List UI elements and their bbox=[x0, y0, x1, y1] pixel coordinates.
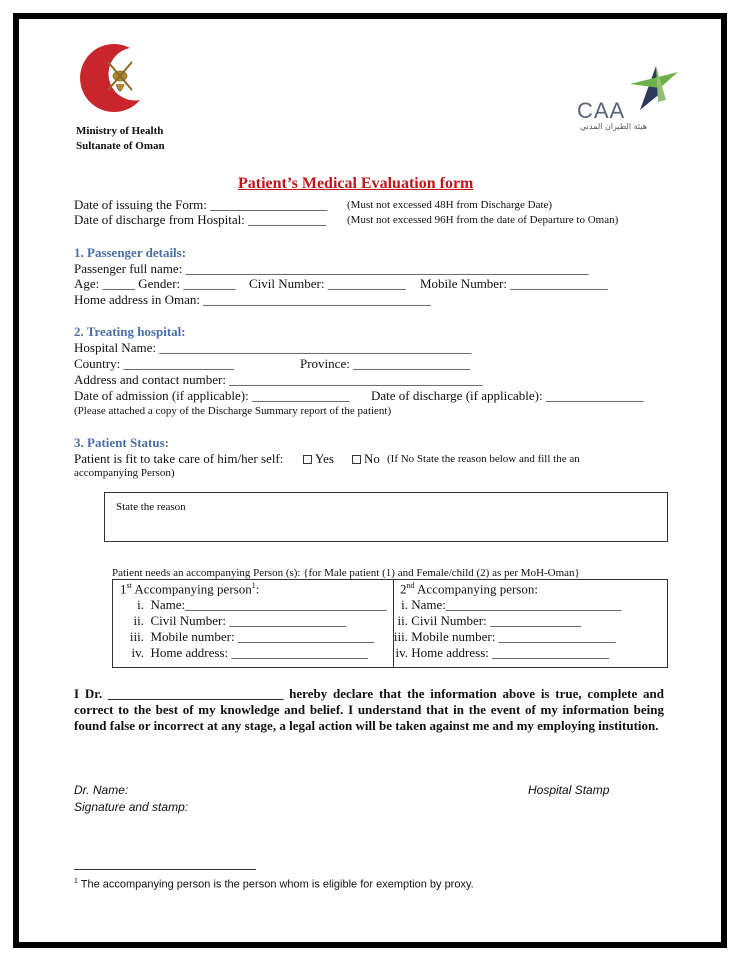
form-title: Patient’s Medical Evaluation form bbox=[238, 175, 474, 192]
hospital-name-field[interactable]: Hospital Name: ________________________________________________ bbox=[74, 340, 472, 355]
home-address-field[interactable]: Home address in Oman: ___________________________________ bbox=[74, 292, 431, 307]
ministry-line-2: Sultanate of Oman bbox=[76, 140, 165, 152]
no-label: No bbox=[364, 451, 380, 466]
discharge-date-field[interactable]: Date of discharge from Hospital: ____________ bbox=[74, 212, 327, 227]
age-gender-field[interactable]: Age: _____ Gender: ________ bbox=[74, 276, 236, 291]
declaration-text: I Dr. ___________________________ hereby declare that the information above is true, complete and correct to the best of my knowledge and belief. I understand that in the event of my information being found false or incorrect at any stage, a legal action will be taken against me and my employing institution. bbox=[74, 686, 664, 733]
accompanying-intro: Patient needs an accompanying Person (s): {for Male patient (1) and Female/child (2) as per MoH-Oman} bbox=[112, 567, 580, 579]
discharge-date-note: (Must not excessed 96H from the date of Departure to Oman) bbox=[347, 214, 619, 226]
hospital-stamp-label: Hospital Stamp bbox=[528, 783, 610, 797]
yes-option[interactable] bbox=[303, 451, 334, 467]
reason-box-label: State the reason bbox=[116, 501, 186, 513]
address-contact-field[interactable]: Address and contact number: _______________________________________ bbox=[74, 372, 483, 387]
first-row-mobile[interactable]: iii. Mobile number: _____________________ bbox=[129, 629, 375, 644]
yes-checkbox[interactable] bbox=[303, 455, 312, 464]
first-row-civil[interactable]: ii. Civil Number: __________________ bbox=[133, 613, 347, 628]
discharge-date-applicable-field[interactable]: Date of discharge (if applicable): _______________ bbox=[371, 388, 644, 403]
mobile-number-field[interactable]: Mobile Number: _______________ bbox=[420, 276, 608, 291]
footnote: $^1$ The accompanying person is the person whom is eligible for exemption by proxy. bbox=[74, 878, 474, 891]
no-note: (If No State the reason below and fill the an bbox=[387, 453, 580, 465]
caa-logo-text: CAA bbox=[577, 98, 626, 123]
ministry-name bbox=[76, 124, 165, 154]
issue-date-note: (Must not excessed 48H from Discharge Date) bbox=[347, 199, 553, 211]
signature-stamp-label: Signature and stamp: bbox=[74, 800, 189, 814]
admission-date-field[interactable]: Date of admission (if applicable): _______________ bbox=[74, 388, 350, 403]
civil-number-field[interactable]: Civil Number: ____________ bbox=[249, 276, 406, 291]
passenger-full-name-field[interactable]: Passenger full name: ______________________________________________________________ bbox=[74, 261, 589, 276]
ministry-of-health-logo bbox=[78, 40, 153, 120]
section-status-heading: 3. Patient Status: bbox=[74, 435, 169, 450]
ministry-line-1: Ministry of Health bbox=[76, 125, 164, 137]
yes-label: Yes bbox=[315, 451, 334, 466]
second-row-civil[interactable]: ii. Civil Number: ______________ bbox=[397, 613, 581, 628]
doctor-name-label: Dr. Name: bbox=[74, 783, 129, 797]
no-option[interactable] bbox=[352, 451, 380, 467]
second-accompanying-title: 2nd Accompanying person: bbox=[400, 581, 538, 597]
footnote-separator bbox=[74, 869, 256, 870]
issue-date-field[interactable]: Date of issuing the Form: __________________ bbox=[74, 197, 328, 212]
no-checkbox[interactable] bbox=[352, 455, 361, 464]
first-row-name[interactable]: i. Name:_______________________________ bbox=[137, 597, 387, 612]
first-accompanying-title: 1st Accompanying person$^1$: bbox=[120, 581, 260, 597]
section-hospital-heading: 2. Treating hospital: bbox=[74, 324, 186, 339]
first-row-address[interactable]: iv. Home address: _____________________ bbox=[131, 645, 368, 660]
province-field[interactable]: Province: __________________ bbox=[300, 356, 471, 371]
caa-arabic-text: هيئة الطيران المدني bbox=[580, 122, 647, 131]
second-row-address[interactable]: iv. Home address: __________________ bbox=[395, 645, 610, 660]
second-row-name[interactable]: i. Name:___________________________ bbox=[401, 597, 622, 612]
reason-box[interactable] bbox=[104, 492, 668, 542]
second-row-mobile[interactable]: iii. Mobile number: __________________ bbox=[393, 629, 616, 644]
fit-label: Patient is fit to take care of him/her self: bbox=[74, 451, 284, 466]
discharge-summary-note: (Please attached a copy of the Discharge Summary report of the patient) bbox=[74, 405, 392, 417]
no-note-continued: accompanying Person) bbox=[74, 467, 175, 479]
country-field[interactable]: Country: _________________ bbox=[74, 356, 234, 371]
section-passenger-heading: 1. Passenger details: bbox=[74, 245, 187, 260]
